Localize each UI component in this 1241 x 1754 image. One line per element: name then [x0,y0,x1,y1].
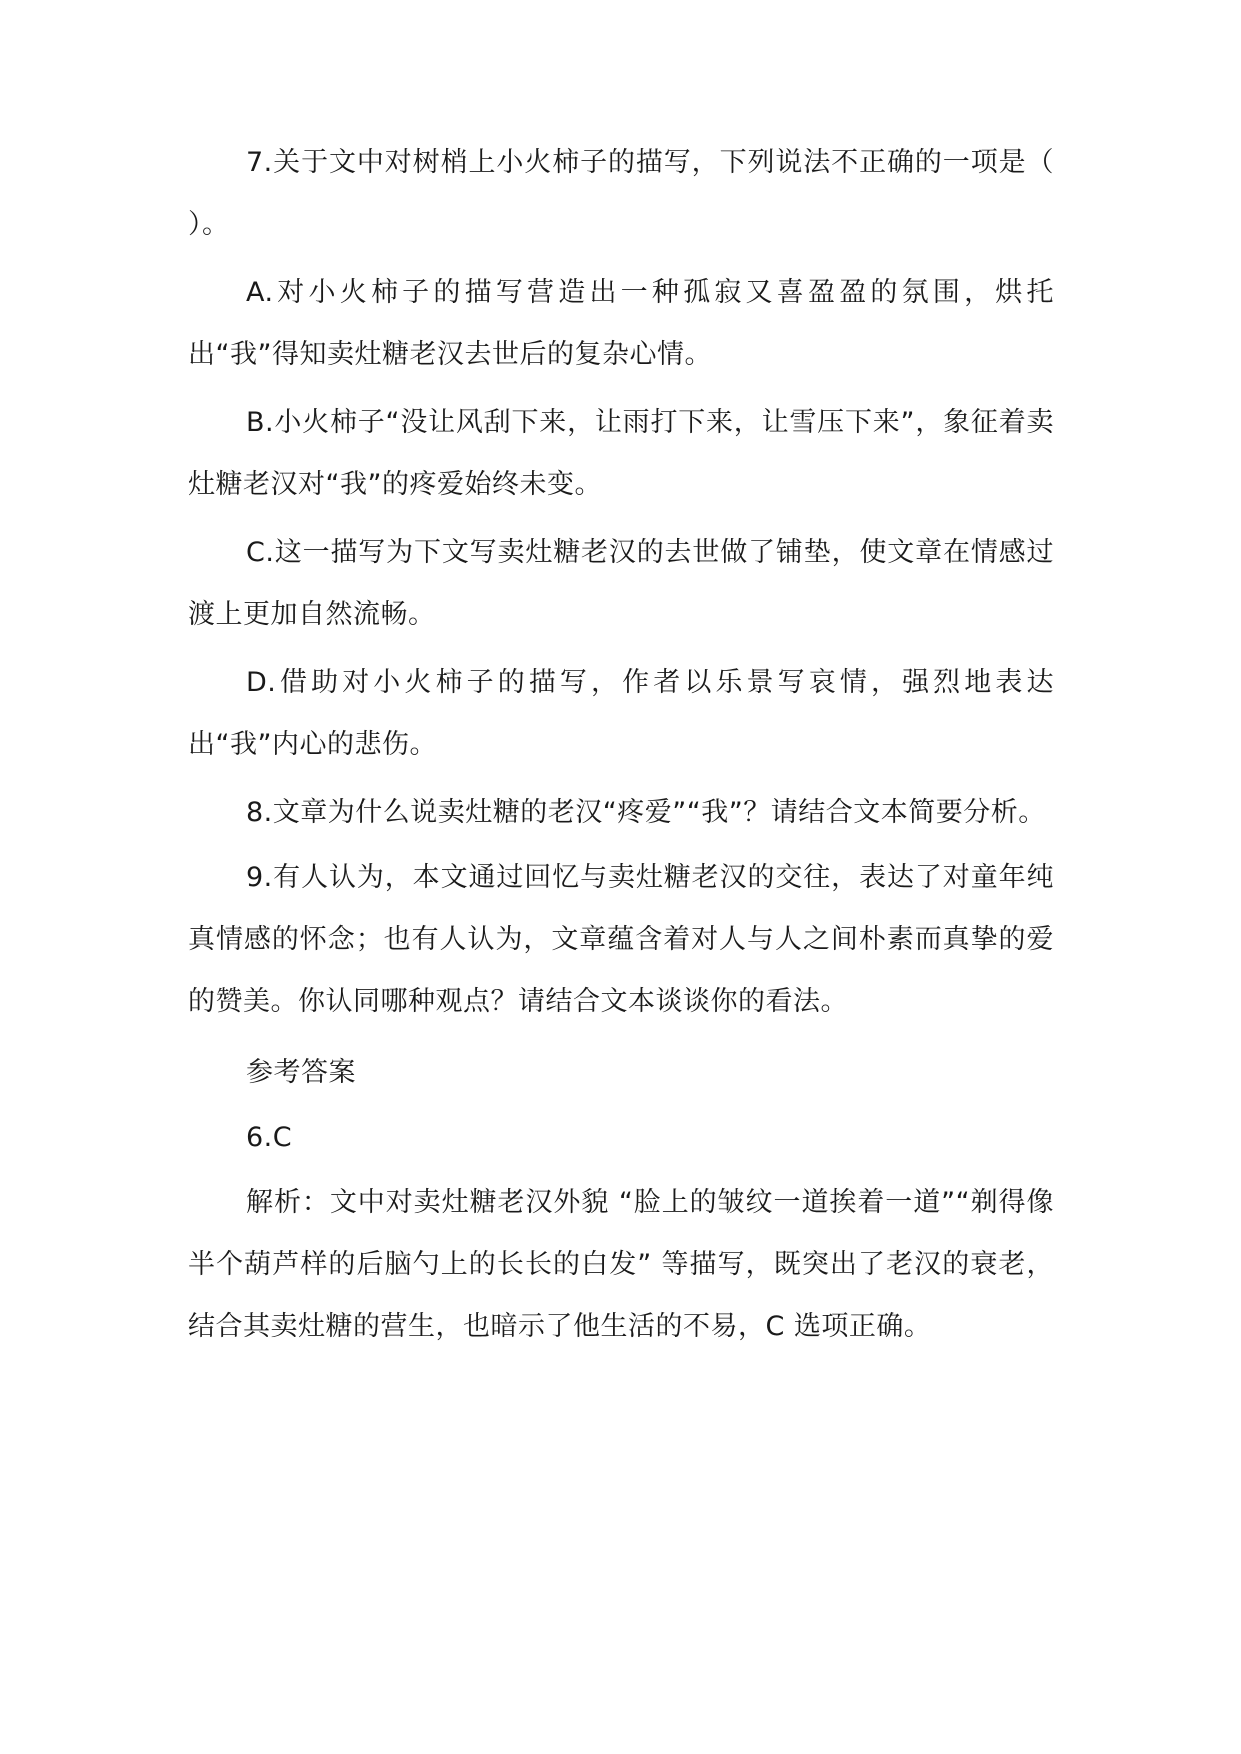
question-7-stem: 7.关于文中对树梢上小火柿子的描写，下列说法不正确的一项是（ ）。 [188,147,1054,240]
question-7-option-a: A.对小火柿子的描写营造出一种孤寂又喜盈盈的氛围，烘托出“我”得知卖灶糖老汉去世后的复杂心情。 [188,277,1054,370]
answer-6-analysis: 解析：文中对卖灶糖老汉外貌 “脸上的皱纹一道挨着一道”“剃得像半个葫芦样的后脑勺上的长长的白发” 等描写，既突出了老汉的衰老，结合其卖灶糖的营生，也暗示了他生活的不易，C 选项正确。 [188,1187,1054,1342]
question-7-option-d: D.借助对小火柿子的描写，作者以乐景写哀情，强烈地表达出“我”内心的悲伤。 [188,667,1054,760]
question-8: 8.文章为什么说卖灶糖的老汉“疼爱”“我”？请结合文本简要分析。 [246,797,1046,828]
answer-6: 6.C [246,1122,293,1153]
question-7-option-b: B.小火柿子“没让风刮下来，让雨打下来，让雪压下来”，象征着卖灶糖老汉对“我”的疼爱始终未变。 [188,407,1054,500]
answer-key-heading: 参考答案 [246,1057,356,1088]
question-7-option-c: C.这一描写为下文写卖灶糖老汉的去世做了铺垫，使文章在情感过渡上更加自然流畅。 [188,537,1054,630]
question-9: 9.有人认为，本文通过回忆与卖灶糖老汉的交往，表达了对童年纯真情感的怀念；也有人认为，文章蕴含着对人与人之间朴素而真挚的爱的赞美。你认同哪种观点？请结合文本谈谈你的看法。 [188,862,1054,1017]
